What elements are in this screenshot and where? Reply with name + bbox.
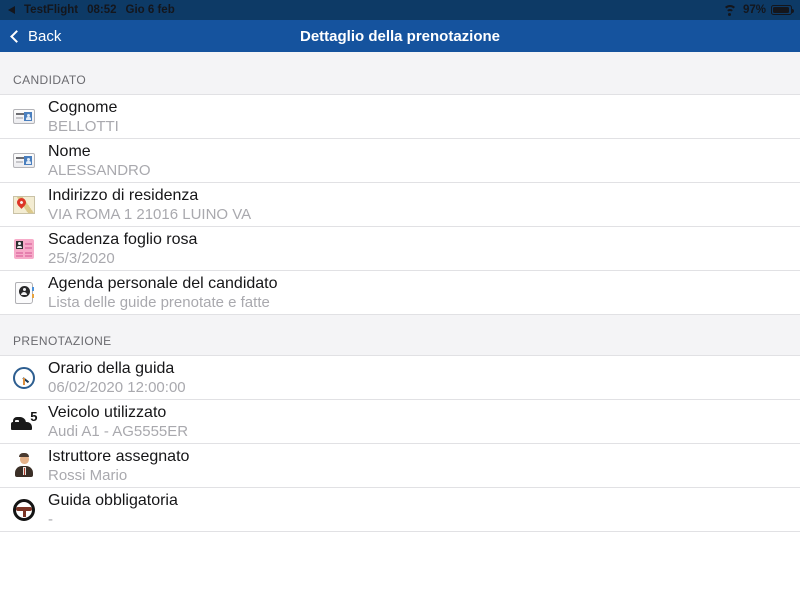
section-header-label: CANDIDATO <box>13 73 87 87</box>
row-label: Guida obbligatoria <box>48 491 178 509</box>
back-to-app-icon <box>8 6 15 14</box>
row-value: ALESSANDRO <box>48 161 151 179</box>
list-item-agenda[interactable] <box>0 271 800 315</box>
row-label: Cognome <box>48 98 118 116</box>
navigation-bar <box>0 20 800 52</box>
status-bar <box>0 0 800 20</box>
wifi-icon <box>722 5 738 16</box>
page-title: Dettaglio della prenotazione <box>299 27 501 45</box>
section-header-prenotazione <box>0 315 800 355</box>
row-label: Orario della guida <box>48 359 175 377</box>
id-card-icon <box>13 153 35 168</box>
battery-percent: 97% <box>742 4 766 16</box>
status-bar-right <box>722 0 792 20</box>
section-header-candidato <box>0 52 800 94</box>
map-pin-icon <box>13 196 35 214</box>
agenda-icon <box>15 282 33 304</box>
row-value: 06/02/2020 12:00:00 <box>48 378 186 396</box>
list-item-guida-obbligatoria[interactable] <box>0 488 800 532</box>
row-value: Audi A1 - AG5555ER <box>48 422 189 440</box>
prenotazione-list <box>0 355 800 532</box>
back-button-label: Back <box>28 27 62 45</box>
row-value: 25/3/2020 <box>48 249 115 267</box>
row-value: VIA ROMA 1 21016 LUINO VA <box>48 205 252 223</box>
list-item-foglio-rosa[interactable] <box>0 227 800 271</box>
status-app-name: TestFlight <box>24 4 79 16</box>
instructor-icon <box>14 454 34 477</box>
list-item-orario[interactable] <box>0 356 800 400</box>
clock-icon <box>13 367 35 389</box>
row-label: Scadenza foglio rosa <box>48 230 198 248</box>
battery-icon <box>771 5 792 15</box>
row-value: Lista delle guide prenotate e fatte <box>48 293 270 311</box>
chevron-left-icon <box>10 30 23 43</box>
row-value: - <box>48 510 53 528</box>
status-date: Gio 6 feb <box>125 4 175 16</box>
car-icon: 5 <box>11 412 38 431</box>
list-item-nome[interactable] <box>0 139 800 183</box>
list-item-cognome[interactable] <box>0 95 800 139</box>
pink-sheet-icon <box>14 239 34 259</box>
back-button[interactable] <box>0 28 61 45</box>
steering-wheel-icon <box>13 499 35 521</box>
id-card-icon <box>13 109 35 124</box>
row-label: Veicolo utilizzato <box>48 403 167 421</box>
status-time: 08:52 <box>87 4 117 16</box>
row-label: Agenda personale del candidato <box>48 274 278 292</box>
list-item-istruttore[interactable] <box>0 444 800 488</box>
row-label: Istruttore assegnato <box>48 447 190 465</box>
list-item-veicolo[interactable] <box>0 400 800 444</box>
status-bar-left[interactable] <box>8 4 175 16</box>
row-label: Indirizzo di residenza <box>48 186 199 204</box>
section-header-label: PRENOTAZIONE <box>13 334 112 348</box>
candidato-list <box>0 94 800 315</box>
list-item-indirizzo[interactable] <box>0 183 800 227</box>
row-value: Rossi Mario <box>48 466 128 484</box>
row-value: BELLOTTI <box>48 117 119 135</box>
row-label: Nome <box>48 142 91 160</box>
